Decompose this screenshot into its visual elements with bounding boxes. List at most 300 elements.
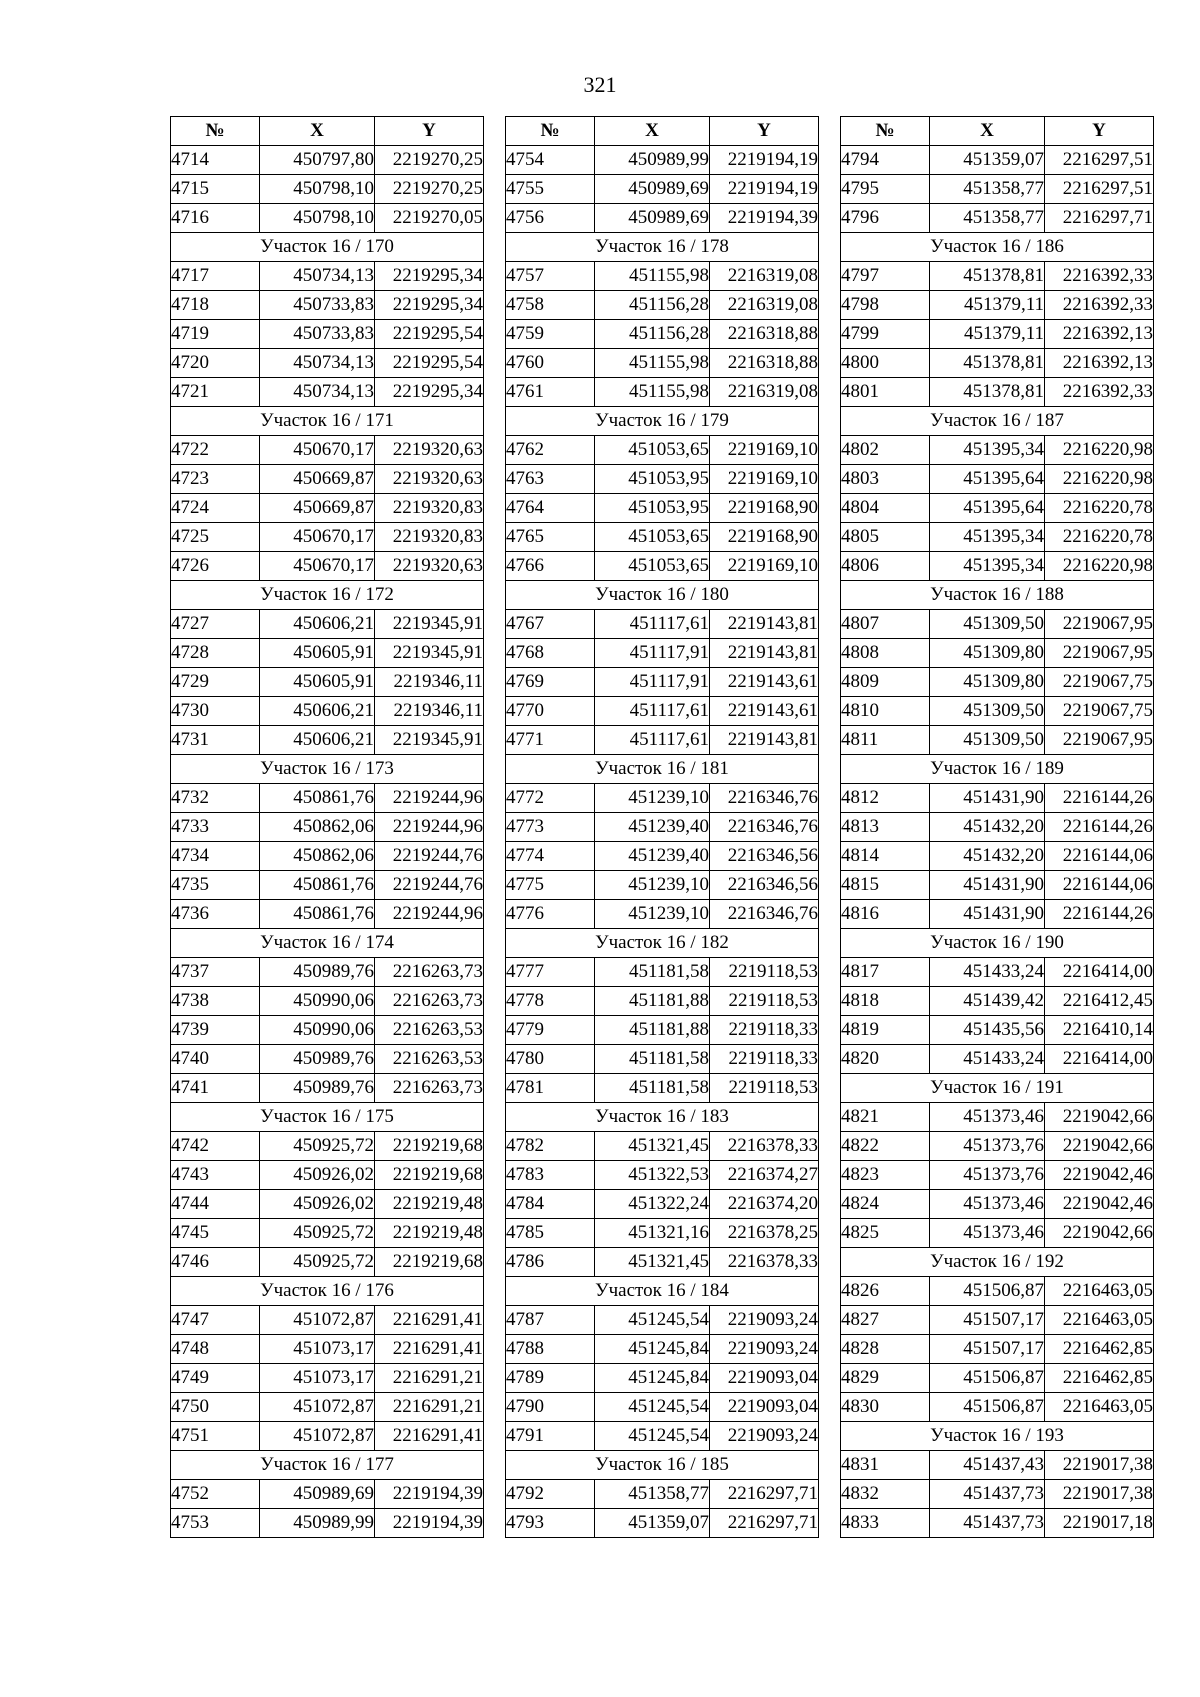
header-number: №: [171, 117, 260, 146]
table-row: [171, 320, 484, 349]
x-coordinate: 451433,24: [930, 1045, 1045, 1074]
point-number: 4770: [506, 697, 595, 726]
table-row: [841, 436, 1154, 465]
section-row: [171, 1103, 484, 1132]
y-coordinate: 2219118,53: [710, 987, 819, 1016]
table-row: [506, 987, 819, 1016]
x-coordinate: 451395,64: [930, 494, 1045, 523]
y-coordinate: 2219067,75: [1045, 697, 1154, 726]
y-coordinate: 2216263,53: [375, 1045, 484, 1074]
point-number: 4797: [841, 262, 930, 291]
table-row: [506, 1132, 819, 1161]
section-row: [171, 929, 484, 958]
x-coordinate: 451309,80: [930, 639, 1045, 668]
y-coordinate: 2219320,83: [375, 523, 484, 552]
x-coordinate: 451359,07: [595, 1509, 710, 1538]
point-number: 4725: [171, 523, 260, 552]
y-coordinate: 2216291,41: [375, 1306, 484, 1335]
x-coordinate: 450861,76: [260, 900, 375, 929]
y-coordinate: 2216412,45: [1045, 987, 1154, 1016]
x-coordinate: 450989,76: [260, 1074, 375, 1103]
section-title: Участок 16 / 190: [841, 929, 1154, 958]
x-coordinate: 451321,45: [595, 1248, 710, 1277]
x-coordinate: 450925,72: [260, 1219, 375, 1248]
x-coordinate: 451117,91: [595, 668, 710, 697]
point-number: 4735: [171, 871, 260, 900]
section-title: Участок 16 / 178: [506, 233, 819, 262]
y-coordinate: 2219093,24: [710, 1422, 819, 1451]
section-row: [506, 1451, 819, 1480]
point-number: 4762: [506, 436, 595, 465]
point-number: 4776: [506, 900, 595, 929]
y-coordinate: 2219194,19: [710, 146, 819, 175]
x-coordinate: 450989,99: [595, 146, 710, 175]
table-row: [506, 1306, 819, 1335]
table-row: [841, 813, 1154, 842]
y-coordinate: 2216319,08: [710, 291, 819, 320]
y-coordinate: 2219067,75: [1045, 668, 1154, 697]
x-coordinate: 451181,58: [595, 958, 710, 987]
table-row: [171, 291, 484, 320]
point-number: 4772: [506, 784, 595, 813]
x-coordinate: 451507,17: [930, 1335, 1045, 1364]
y-coordinate: 2219118,33: [710, 1016, 819, 1045]
table-row: [171, 668, 484, 697]
y-coordinate: 2216263,53: [375, 1016, 484, 1045]
table-row: [506, 871, 819, 900]
x-coordinate: 450862,06: [260, 842, 375, 871]
section-title: Участок 16 / 174: [171, 929, 484, 958]
x-coordinate: 450606,21: [260, 697, 375, 726]
x-coordinate: 451358,77: [930, 204, 1045, 233]
y-coordinate: 2219244,96: [375, 784, 484, 813]
x-coordinate: 451379,11: [930, 320, 1045, 349]
x-coordinate: 451073,17: [260, 1364, 375, 1393]
point-number: 4753: [171, 1509, 260, 1538]
x-coordinate: 451245,84: [595, 1364, 710, 1393]
section-title: Участок 16 / 188: [841, 581, 1154, 610]
table-row: [841, 1016, 1154, 1045]
table-row: [506, 639, 819, 668]
y-coordinate: 2219244,96: [375, 900, 484, 929]
point-number: 4727: [171, 610, 260, 639]
section-row: [171, 1451, 484, 1480]
section-row: [841, 233, 1154, 262]
y-coordinate: 2216318,88: [710, 320, 819, 349]
x-coordinate: 450798,10: [260, 204, 375, 233]
section-row: [841, 407, 1154, 436]
x-coordinate: 450926,02: [260, 1161, 375, 1190]
point-number: 4791: [506, 1422, 595, 1451]
table-row: [171, 1132, 484, 1161]
section-row: [841, 581, 1154, 610]
point-number: 4801: [841, 378, 930, 407]
table-row: [841, 1364, 1154, 1393]
point-number: 4778: [506, 987, 595, 1016]
x-coordinate: 451373,76: [930, 1132, 1045, 1161]
section-title: Участок 16 / 173: [171, 755, 484, 784]
point-number: 4723: [171, 465, 260, 494]
x-coordinate: 451435,56: [930, 1016, 1045, 1045]
x-coordinate: 450606,21: [260, 726, 375, 755]
y-coordinate: 2216291,21: [375, 1364, 484, 1393]
table-row: [506, 146, 819, 175]
y-coordinate: 2219194,39: [375, 1480, 484, 1509]
table-row: [506, 1016, 819, 1045]
x-coordinate: 451156,28: [595, 320, 710, 349]
point-number: 4777: [506, 958, 595, 987]
point-number: 4761: [506, 378, 595, 407]
y-coordinate: 2219042,46: [1045, 1190, 1154, 1219]
y-coordinate: 2216220,78: [1045, 523, 1154, 552]
x-coordinate: 451117,61: [595, 697, 710, 726]
table-row: [841, 291, 1154, 320]
section-row: [506, 1103, 819, 1132]
x-coordinate: 450734,13: [260, 349, 375, 378]
x-coordinate: 451395,34: [930, 523, 1045, 552]
point-number: 4758: [506, 291, 595, 320]
point-number: 4717: [171, 262, 260, 291]
point-number: 4828: [841, 1335, 930, 1364]
x-coordinate: 451245,84: [595, 1335, 710, 1364]
table-row: [171, 262, 484, 291]
table-row: [506, 378, 819, 407]
x-coordinate: 451072,87: [260, 1422, 375, 1451]
table-row: [171, 465, 484, 494]
y-coordinate: 2219346,11: [375, 697, 484, 726]
x-coordinate: 451437,73: [930, 1480, 1045, 1509]
point-number: 4730: [171, 697, 260, 726]
section-row: [171, 1277, 484, 1306]
x-coordinate: 451309,50: [930, 697, 1045, 726]
point-number: 4767: [506, 610, 595, 639]
table-row: [171, 697, 484, 726]
point-number: 4822: [841, 1132, 930, 1161]
x-coordinate: 451378,81: [930, 262, 1045, 291]
y-coordinate: 2219345,91: [375, 726, 484, 755]
point-number: 4726: [171, 552, 260, 581]
x-coordinate: 450733,83: [260, 291, 375, 320]
point-number: 4811: [841, 726, 930, 755]
table-row: [841, 1480, 1154, 1509]
point-number: 4816: [841, 900, 930, 929]
coordinate-tables: [170, 116, 1153, 1616]
y-coordinate: 2216392,13: [1045, 320, 1154, 349]
table-row: [506, 697, 819, 726]
point-number: 4757: [506, 262, 595, 291]
table-row: [841, 1335, 1154, 1364]
y-coordinate: 2219042,46: [1045, 1161, 1154, 1190]
table-row: [506, 349, 819, 378]
header-number: №: [506, 117, 595, 146]
x-coordinate: 451506,87: [930, 1277, 1045, 1306]
y-coordinate: 2216297,51: [1045, 146, 1154, 175]
section-row: [841, 1248, 1154, 1277]
x-coordinate: 451072,87: [260, 1306, 375, 1335]
point-number: 4766: [506, 552, 595, 581]
x-coordinate: 450990,06: [260, 987, 375, 1016]
table-row: [841, 465, 1154, 494]
point-number: 4804: [841, 494, 930, 523]
table-row: [171, 1074, 484, 1103]
point-number: 4714: [171, 146, 260, 175]
section-title: Участок 16 / 180: [506, 581, 819, 610]
table-row: [841, 1509, 1154, 1538]
x-coordinate: 451395,64: [930, 465, 1045, 494]
y-coordinate: 2219168,90: [710, 523, 819, 552]
point-number: 4731: [171, 726, 260, 755]
table-row: [506, 1422, 819, 1451]
point-number: 4718: [171, 291, 260, 320]
table-row: [506, 900, 819, 929]
point-number: 4724: [171, 494, 260, 523]
y-coordinate: 2216318,88: [710, 349, 819, 378]
section-title: Участок 16 / 193: [841, 1422, 1154, 1451]
y-coordinate: 2219219,68: [375, 1248, 484, 1277]
y-coordinate: 2216378,33: [710, 1132, 819, 1161]
y-coordinate: 2219320,63: [375, 465, 484, 494]
point-number: 4809: [841, 668, 930, 697]
coordinate-table-1: [170, 116, 484, 1538]
y-coordinate: 2219345,91: [375, 610, 484, 639]
y-coordinate: 2216463,05: [1045, 1393, 1154, 1422]
section-title: Участок 16 / 186: [841, 233, 1154, 262]
table-row: [841, 494, 1154, 523]
x-coordinate: 451506,87: [930, 1364, 1045, 1393]
x-coordinate: 451181,88: [595, 1016, 710, 1045]
point-number: 4830: [841, 1393, 930, 1422]
x-coordinate: 451239,10: [595, 871, 710, 900]
section-title: Участок 16 / 182: [506, 929, 819, 958]
point-number: 4785: [506, 1219, 595, 1248]
point-number: 4729: [171, 668, 260, 697]
table-row: [506, 436, 819, 465]
x-coordinate: 450669,87: [260, 465, 375, 494]
y-coordinate: 2219067,95: [1045, 639, 1154, 668]
y-coordinate: 2219345,91: [375, 639, 484, 668]
table-row: [506, 958, 819, 987]
table-row: [841, 1161, 1154, 1190]
point-number: 4716: [171, 204, 260, 233]
table-row: [171, 871, 484, 900]
x-coordinate: 451322,24: [595, 1190, 710, 1219]
y-coordinate: 2216220,98: [1045, 436, 1154, 465]
point-number: 4792: [506, 1480, 595, 1509]
x-coordinate: 451431,90: [930, 871, 1045, 900]
section-title: Участок 16 / 171: [171, 407, 484, 436]
section-title: Участок 16 / 192: [841, 1248, 1154, 1277]
x-coordinate: 451117,91: [595, 639, 710, 668]
y-coordinate: 2216297,71: [710, 1509, 819, 1538]
x-coordinate: 451245,54: [595, 1422, 710, 1451]
y-coordinate: 2219295,34: [375, 291, 484, 320]
y-coordinate: 2219219,48: [375, 1190, 484, 1219]
point-number: 4819: [841, 1016, 930, 1045]
x-coordinate: 451378,81: [930, 378, 1045, 407]
point-number: 4808: [841, 639, 930, 668]
x-coordinate: 451321,16: [595, 1219, 710, 1248]
y-coordinate: 2219017,38: [1045, 1480, 1154, 1509]
x-coordinate: 450990,06: [260, 1016, 375, 1045]
x-coordinate: 450989,69: [260, 1480, 375, 1509]
y-coordinate: 2219270,05: [375, 204, 484, 233]
y-coordinate: 2216378,25: [710, 1219, 819, 1248]
y-coordinate: 2219143,81: [710, 726, 819, 755]
point-number: 4752: [171, 1480, 260, 1509]
y-coordinate: 2216414,00: [1045, 1045, 1154, 1074]
x-coordinate: 451053,95: [595, 465, 710, 494]
y-coordinate: 2216297,71: [710, 1480, 819, 1509]
y-coordinate: 2216462,85: [1045, 1364, 1154, 1393]
table-row: [841, 349, 1154, 378]
section-title: Участок 16 / 179: [506, 407, 819, 436]
point-number: 4721: [171, 378, 260, 407]
y-coordinate: 2216374,27: [710, 1161, 819, 1190]
table-row: [506, 1335, 819, 1364]
x-coordinate: 451245,54: [595, 1306, 710, 1335]
y-coordinate: 2219270,25: [375, 146, 484, 175]
x-coordinate: 451395,34: [930, 552, 1045, 581]
table-row: [506, 1364, 819, 1393]
section-title: Участок 16 / 176: [171, 1277, 484, 1306]
x-coordinate: 450989,69: [595, 204, 710, 233]
x-coordinate: 451321,45: [595, 1132, 710, 1161]
section-row: [841, 755, 1154, 784]
point-number: 4747: [171, 1306, 260, 1335]
point-number: 4823: [841, 1161, 930, 1190]
table-row: [506, 523, 819, 552]
table-row: [171, 378, 484, 407]
x-coordinate: 451432,20: [930, 842, 1045, 871]
y-coordinate: 2219093,04: [710, 1393, 819, 1422]
x-coordinate: 451053,65: [595, 523, 710, 552]
y-coordinate: 2216392,13: [1045, 349, 1154, 378]
point-number: 4740: [171, 1045, 260, 1074]
table-row: [506, 465, 819, 494]
table-row: [171, 1161, 484, 1190]
table-row: [841, 1132, 1154, 1161]
point-number: 4755: [506, 175, 595, 204]
y-coordinate: 2219346,11: [375, 668, 484, 697]
y-coordinate: 2219320,63: [375, 436, 484, 465]
x-coordinate: 450605,91: [260, 639, 375, 668]
table-row: [506, 1161, 819, 1190]
point-number: 4832: [841, 1480, 930, 1509]
y-coordinate: 2216319,08: [710, 378, 819, 407]
table-row: [171, 436, 484, 465]
y-coordinate: 2219143,61: [710, 697, 819, 726]
point-number: 4750: [171, 1393, 260, 1422]
point-number: 4787: [506, 1306, 595, 1335]
y-coordinate: 2219017,38: [1045, 1451, 1154, 1480]
point-number: 4771: [506, 726, 595, 755]
point-number: 4820: [841, 1045, 930, 1074]
table-row: [841, 697, 1154, 726]
table-row: [506, 1219, 819, 1248]
section-title: Участок 16 / 189: [841, 755, 1154, 784]
y-coordinate: 2219118,33: [710, 1045, 819, 1074]
table-row: [171, 1045, 484, 1074]
table-row: [171, 842, 484, 871]
table-row: [171, 987, 484, 1016]
point-number: 4798: [841, 291, 930, 320]
y-coordinate: 2216297,51: [1045, 175, 1154, 204]
y-coordinate: 2216144,06: [1045, 842, 1154, 871]
y-coordinate: 2219295,34: [375, 262, 484, 291]
header-x: X: [595, 117, 710, 146]
table-row: [841, 552, 1154, 581]
x-coordinate: 451433,24: [930, 958, 1045, 987]
y-coordinate: 2219270,25: [375, 175, 484, 204]
point-number: 4779: [506, 1016, 595, 1045]
section-title: Участок 16 / 183: [506, 1103, 819, 1132]
y-coordinate: 2216392,33: [1045, 291, 1154, 320]
header-y: Y: [710, 117, 819, 146]
x-coordinate: 451239,40: [595, 813, 710, 842]
x-coordinate: 451506,87: [930, 1393, 1045, 1422]
y-coordinate: 2219295,34: [375, 378, 484, 407]
x-coordinate: 450734,13: [260, 378, 375, 407]
y-coordinate: 2219244,96: [375, 813, 484, 842]
point-number: 4744: [171, 1190, 260, 1219]
point-number: 4756: [506, 204, 595, 233]
table-row: [171, 726, 484, 755]
point-number: 4827: [841, 1306, 930, 1335]
x-coordinate: 450798,10: [260, 175, 375, 204]
coordinate-table-3: [840, 116, 1154, 1538]
header-x: X: [930, 117, 1045, 146]
table-row: [171, 1480, 484, 1509]
table-row: [506, 204, 819, 233]
point-number: 4814: [841, 842, 930, 871]
section-title: Участок 16 / 172: [171, 581, 484, 610]
section-title: Участок 16 / 184: [506, 1277, 819, 1306]
x-coordinate: 450669,87: [260, 494, 375, 523]
y-coordinate: 2219168,90: [710, 494, 819, 523]
x-coordinate: 450670,17: [260, 523, 375, 552]
x-coordinate: 451181,58: [595, 1074, 710, 1103]
y-coordinate: 2216144,26: [1045, 900, 1154, 929]
point-number: 4796: [841, 204, 930, 233]
table-row: [171, 1219, 484, 1248]
x-coordinate: 451245,54: [595, 1393, 710, 1422]
x-coordinate: 451155,98: [595, 262, 710, 291]
table-row: [841, 320, 1154, 349]
section-row: [171, 407, 484, 436]
table-row: [841, 668, 1154, 697]
x-coordinate: 451073,17: [260, 1335, 375, 1364]
y-coordinate: 2216463,05: [1045, 1306, 1154, 1335]
point-number: 4824: [841, 1190, 930, 1219]
point-number: 4807: [841, 610, 930, 639]
x-coordinate: 451155,98: [595, 349, 710, 378]
y-coordinate: 2219067,95: [1045, 610, 1154, 639]
table-row: [841, 1219, 1154, 1248]
y-coordinate: 2219169,10: [710, 552, 819, 581]
y-coordinate: 2216378,33: [710, 1248, 819, 1277]
header-y: Y: [1045, 117, 1154, 146]
point-number: 4759: [506, 320, 595, 349]
table-row: [506, 1509, 819, 1538]
point-number: 4719: [171, 320, 260, 349]
y-coordinate: 2219093,24: [710, 1335, 819, 1364]
point-number: 4773: [506, 813, 595, 842]
table-row: [506, 1248, 819, 1277]
x-coordinate: 451379,11: [930, 291, 1045, 320]
point-number: 4793: [506, 1509, 595, 1538]
y-coordinate: 2216346,76: [710, 813, 819, 842]
section-row: [506, 233, 819, 262]
